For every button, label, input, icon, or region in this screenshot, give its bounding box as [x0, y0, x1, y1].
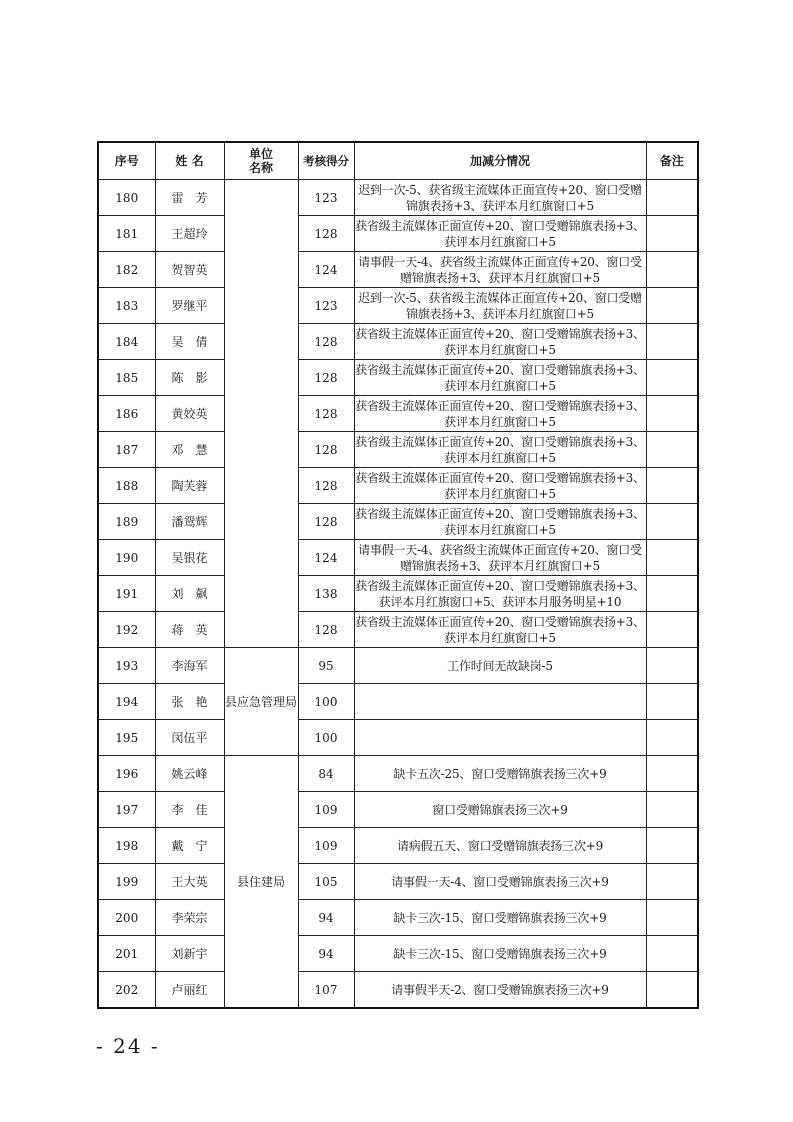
cell-unit: 县住建局: [224, 756, 298, 1009]
table-row: [98, 648, 698, 684]
table-row: [98, 432, 698, 468]
cell-score: 109: [298, 828, 354, 864]
cell-score: 128: [298, 468, 354, 504]
cell-remark: [646, 252, 698, 288]
cell-score: 128: [298, 612, 354, 648]
cell-seq: 196: [98, 756, 155, 792]
table-row: [98, 216, 698, 252]
cell-score: 128: [298, 360, 354, 396]
cell-name: 潘鸳辉: [155, 504, 224, 540]
cell-seq: 197: [98, 792, 155, 828]
table-row: [98, 540, 698, 576]
cell-remark: [646, 864, 698, 900]
cell-score: 128: [298, 396, 354, 432]
table-row: [98, 252, 698, 288]
cell-name: 雷 芳: [155, 180, 224, 216]
cell-detail: 请事假一天-4、窗口受赠锦旗表扬三次+9: [354, 864, 646, 900]
table-row: [98, 720, 698, 756]
cell-name: 吴 倩: [155, 324, 224, 360]
cell-seq: 185: [98, 360, 155, 396]
cell-name: 陈 影: [155, 360, 224, 396]
cell-detail: 获省级主流媒体正面宣传+20、窗口受赠锦旗表扬+3、获评本月红旗窗口+5: [354, 504, 646, 540]
cell-detail: 获省级主流媒体正面宣传+20、窗口受赠锦旗表扬+3、获评本月红旗窗口+5: [354, 216, 646, 252]
cell-name: 蒋 英: [155, 612, 224, 648]
cell-seq: 191: [98, 576, 155, 612]
table-row: [98, 612, 698, 648]
cell-name: 王大英: [155, 864, 224, 900]
cell-detail: 获省级主流媒体正面宣传+20、窗口受赠锦旗表扬+3、获评本月红旗窗口+5: [354, 396, 646, 432]
cell-name: 姚云峰: [155, 756, 224, 792]
cell-seq: 181: [98, 216, 155, 252]
cell-remark: [646, 756, 698, 792]
cell-detail: 请事假半天-2、窗口受赠锦旗表扬三次+9: [354, 972, 646, 1009]
header-name: 姓 名: [155, 142, 224, 180]
cell-name: 罗继平: [155, 288, 224, 324]
cell-remark: [646, 576, 698, 612]
table-row: [98, 756, 698, 792]
cell-remark: [646, 540, 698, 576]
table-row: [98, 180, 698, 216]
cell-score: 123: [298, 180, 354, 216]
table-row: [98, 936, 698, 972]
cell-score: 124: [298, 252, 354, 288]
cell-detail: 获省级主流媒体正面宣传+20、窗口受赠锦旗表扬+3、获评本月红旗窗口+5、获评本月服务明星+10: [354, 576, 646, 612]
cell-detail: 获省级主流媒体正面宣传+20、窗口受赠锦旗表扬+3、获评本月红旗窗口+5: [354, 612, 646, 648]
cell-remark: [646, 360, 698, 396]
cell-name: 刘新宇: [155, 936, 224, 972]
cell-remark: [646, 648, 698, 684]
cell-remark: [646, 324, 698, 360]
cell-score: 138: [298, 576, 354, 612]
cell-remark: [646, 612, 698, 648]
cell-seq: 189: [98, 504, 155, 540]
cell-score: 105: [298, 864, 354, 900]
cell-seq: 198: [98, 828, 155, 864]
table-row: [98, 288, 698, 324]
cell-detail: 请病假五天、窗口受赠锦旗表扬三次+9: [354, 828, 646, 864]
cell-name: 戴 宁: [155, 828, 224, 864]
cell-remark: [646, 288, 698, 324]
page-number: - 24 -: [96, 1034, 160, 1058]
cell-remark: [646, 720, 698, 756]
cell-score: 124: [298, 540, 354, 576]
cell-remark: [646, 396, 698, 432]
cell-seq: 190: [98, 540, 155, 576]
cell-name: 李海军: [155, 648, 224, 684]
table-row: [98, 828, 698, 864]
cell-remark: [646, 432, 698, 468]
header-unit: 单位 名称: [224, 142, 298, 180]
cell-remark: [646, 504, 698, 540]
cell-score: 109: [298, 792, 354, 828]
table-body: [98, 180, 698, 1009]
table-row: [98, 360, 698, 396]
table-row: [98, 468, 698, 504]
cell-seq: 186: [98, 396, 155, 432]
cell-score: 128: [298, 432, 354, 468]
cell-remark: [646, 828, 698, 864]
cell-seq: 182: [98, 252, 155, 288]
cell-remark: [646, 684, 698, 720]
cell-score: 107: [298, 972, 354, 1009]
cell-seq: 180: [98, 180, 155, 216]
cell-score: 84: [298, 756, 354, 792]
table-row: [98, 972, 698, 1009]
cell-score: 128: [298, 216, 354, 252]
cell-seq: 202: [98, 972, 155, 1009]
cell-seq: 192: [98, 612, 155, 648]
header-seq: 序号: [98, 142, 155, 180]
cell-remark: [646, 792, 698, 828]
cell-detail: 缺卡三次-15、窗口受赠锦旗表扬三次+9: [354, 900, 646, 936]
table-row: [98, 684, 698, 720]
cell-score: 94: [298, 936, 354, 972]
table-row: [98, 792, 698, 828]
cell-remark: [646, 216, 698, 252]
cell-unit: [224, 180, 298, 648]
table-row: [98, 900, 698, 936]
cell-name: 李 佳: [155, 792, 224, 828]
cell-name: 闵伍平: [155, 720, 224, 756]
cell-detail: 迟到一次-5、获省级主流媒体正面宣传+20、窗口受赠锦旗表扬+3、获评本月红旗窗口+5: [354, 288, 646, 324]
cell-remark: [646, 180, 698, 216]
cell-detail: 窗口受赠锦旗表扬三次+9: [354, 792, 646, 828]
cell-seq: 193: [98, 648, 155, 684]
cell-name: 贺智英: [155, 252, 224, 288]
cell-name: 邓 慧: [155, 432, 224, 468]
header-detail: 加减分情况: [354, 142, 646, 180]
cell-name: 刘 飙: [155, 576, 224, 612]
cell-remark: [646, 468, 698, 504]
header-score: 考核得分: [298, 142, 354, 180]
cell-remark: [646, 972, 698, 1009]
cell-seq: 188: [98, 468, 155, 504]
cell-score: 128: [298, 324, 354, 360]
cell-seq: 187: [98, 432, 155, 468]
assessment-score-table: [97, 141, 699, 1009]
cell-score: 128: [298, 504, 354, 540]
cell-detail: 获省级主流媒体正面宣传+20、窗口受赠锦旗表扬+3、获评本月红旗窗口+5: [354, 468, 646, 504]
table-row: [98, 864, 698, 900]
table-row: [98, 324, 698, 360]
cell-detail: [354, 684, 646, 720]
score-table-container: [97, 141, 697, 1009]
cell-seq: 183: [98, 288, 155, 324]
cell-seq: 199: [98, 864, 155, 900]
cell-name: 黄姣英: [155, 396, 224, 432]
cell-score: 94: [298, 900, 354, 936]
cell-name: 李荣宗: [155, 900, 224, 936]
cell-seq: 184: [98, 324, 155, 360]
cell-score: 100: [298, 684, 354, 720]
cell-detail: 获省级主流媒体正面宣传+20、窗口受赠锦旗表扬+3、获评本月红旗窗口+5: [354, 360, 646, 396]
cell-detail: 缺卡三次-15、窗口受赠锦旗表扬三次+9: [354, 936, 646, 972]
cell-name: 张 艳: [155, 684, 224, 720]
table-row: [98, 504, 698, 540]
cell-name: 陶芙蓉: [155, 468, 224, 504]
cell-detail: 请事假一天-4、获省级主流媒体正面宣传+20、窗口受赠锦旗表扬+3、获评本月红旗窗口+5: [354, 540, 646, 576]
cell-detail: 迟到一次-5、获省级主流媒体正面宣传+20、窗口受赠锦旗表扬+3、获评本月红旗窗口+5: [354, 180, 646, 216]
cell-name: 王超玲: [155, 216, 224, 252]
cell-seq: 194: [98, 684, 155, 720]
cell-seq: 201: [98, 936, 155, 972]
cell-detail: 工作时间无故缺岗-5: [354, 648, 646, 684]
cell-remark: [646, 936, 698, 972]
cell-score: 123: [298, 288, 354, 324]
table-row: [98, 396, 698, 432]
cell-score: 95: [298, 648, 354, 684]
cell-detail: 请事假一天-4、获省级主流媒体正面宣传+20、窗口受赠锦旗表扬+3、获评本月红旗窗口+5: [354, 252, 646, 288]
cell-detail: 获省级主流媒体正面宣传+20、窗口受赠锦旗表扬+3、获评本月红旗窗口+5: [354, 432, 646, 468]
header-remark: 备注: [646, 142, 698, 180]
cell-seq: 200: [98, 900, 155, 936]
table-header-row: [98, 142, 698, 180]
cell-detail: 缺卡五次-25、窗口受赠锦旗表扬三次+9: [354, 756, 646, 792]
cell-seq: 195: [98, 720, 155, 756]
cell-detail: [354, 720, 646, 756]
table-row: [98, 576, 698, 612]
cell-score: 100: [298, 720, 354, 756]
cell-remark: [646, 900, 698, 936]
cell-name: 卢丽红: [155, 972, 224, 1009]
cell-detail: 获省级主流媒体正面宣传+20、窗口受赠锦旗表扬+3、获评本月红旗窗口+5: [354, 324, 646, 360]
cell-name: 吴银花: [155, 540, 224, 576]
cell-unit: 县应急管理局: [224, 648, 298, 756]
